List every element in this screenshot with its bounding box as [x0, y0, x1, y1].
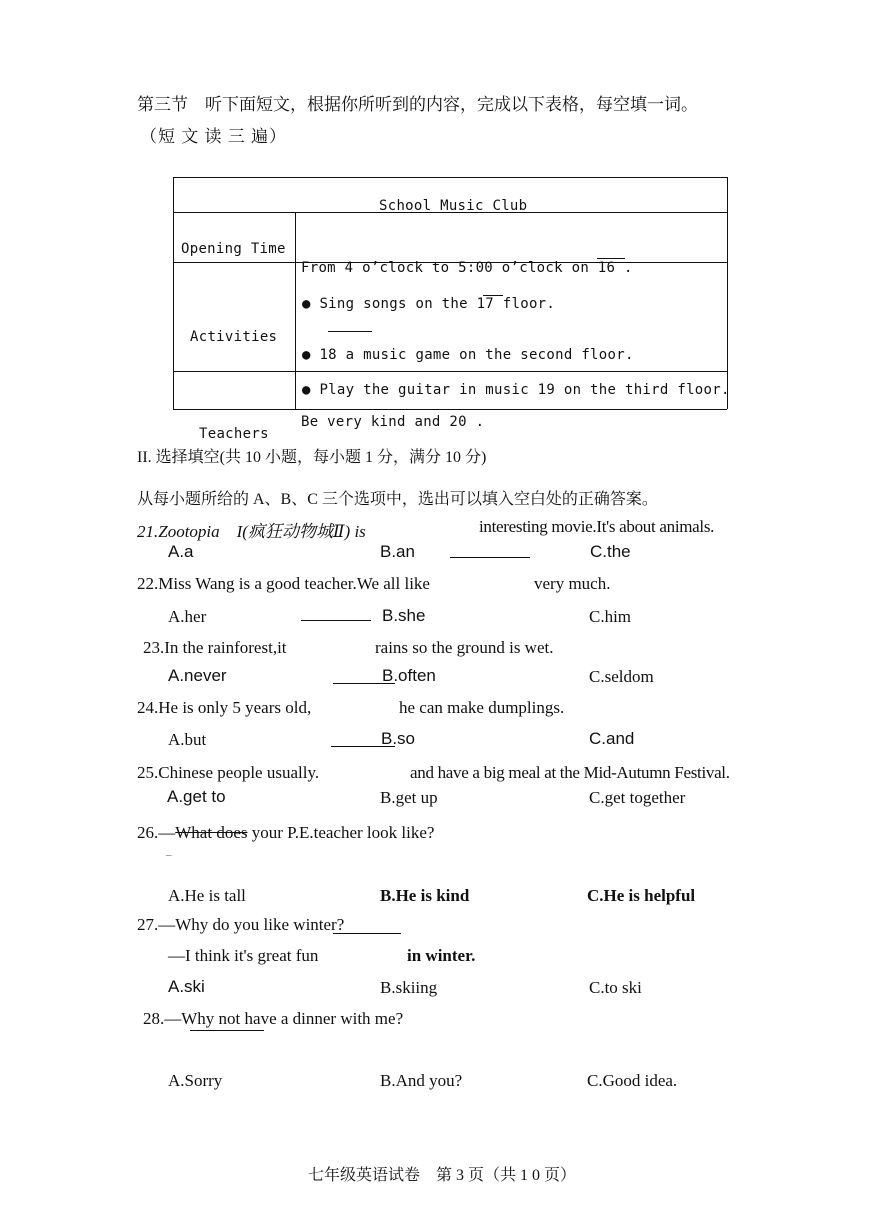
q23-stem-b: rains so the ground is wet.: [375, 638, 554, 657]
activity-2: ● 18 a music game on the second floor.: [302, 347, 634, 363]
q26-option-b: B.He is kind: [380, 886, 470, 905]
q21-stem-a: 21.Zootopia I(疯狂动物城Ⅱ) is: [137, 522, 366, 541]
q22-option-a: A.her: [168, 607, 207, 626]
q22-option-b: B.she: [382, 606, 426, 625]
section-note: （短 文 读 三 遍）: [140, 127, 287, 146]
q25-stem-b: and have a big meal at the Mid-Autumn Festival.: [410, 763, 730, 782]
part2-instruction: 从每小题所给的 A、B、C 三个选项中，选出可以填入空白处的正确答案。: [137, 491, 658, 508]
teachers-label: Teachers: [199, 426, 269, 442]
q21-option-b: B.an: [380, 542, 415, 561]
q24-stem-a: 24.He is only 5 years old,: [137, 698, 312, 717]
q23-option-b: B.often: [382, 666, 436, 685]
q26-stem-struck: What does: [175, 823, 248, 842]
section-heading: 第三节 听下面短文，根据你所听到的内容，完成以下表格，每空填一词。: [137, 95, 698, 114]
q24-option-b: B.so: [381, 729, 416, 748]
q26-stem-rest: your P.E.teacher look like?: [247, 823, 435, 842]
q26-option-c: C.He is helpful: [587, 886, 696, 905]
q27-option-a: A.ski: [168, 977, 205, 996]
q28-option-a: A.Sorry: [168, 1071, 223, 1090]
q26-stem: [137, 823, 434, 843]
q21-option-c: C.the: [590, 542, 631, 561]
q22-stem-a: 22.Miss Wang is a good teacher.We all like: [137, 574, 430, 593]
q27-option-b: B.skiing: [380, 978, 438, 997]
activity-1: ● Sing songs on the 17 floor.: [302, 296, 556, 312]
q25-option-a: A.get to: [167, 787, 226, 806]
table-title: School Music Club: [379, 198, 528, 214]
q23-stem-a: 23.In the rainforest,it: [143, 638, 287, 657]
q27-option-c: C.to ski: [589, 978, 642, 997]
q28-option-c: C.Good idea.: [587, 1071, 678, 1090]
q25-option-c: C.get together: [589, 788, 686, 807]
teachers-value: Be very kind and 20 .: [301, 414, 485, 430]
q22-option-c: C.him: [589, 607, 632, 626]
q25-option-b: B.get up: [380, 788, 438, 807]
q24-option-c: C.and: [589, 729, 635, 748]
q26-option-a: A.He is tall: [168, 886, 246, 905]
q25-stem-a: 25.Chinese people usually.: [137, 763, 320, 782]
q26-dash: –: [166, 849, 172, 861]
q21-stem-b: interesting movie.It's about animals.: [479, 517, 715, 536]
activities-label: Activities: [190, 329, 278, 345]
q28-stem: 28.—Why not have a dinner with me?: [143, 1009, 404, 1028]
q22-stem-b: very much.: [534, 574, 611, 593]
q24-stem-b: he can make dumplings.: [399, 698, 565, 717]
q27-stem: 27.—Why do you like winter?: [137, 915, 345, 934]
q27-reply-a: —I think it's great fun: [168, 946, 319, 965]
q28-option-b: B.And you?: [380, 1071, 463, 1090]
q24-option-a: A.but: [168, 730, 207, 749]
activity-3: ● Play the guitar in music 19 on the third floor.: [302, 382, 730, 398]
q23-option-a: A.never: [168, 666, 227, 685]
q23-option-c: C.seldom: [589, 667, 654, 686]
q21-option-a: A.a: [168, 542, 194, 561]
part2-heading: II. 选择填空(共 10 小题，每小题 1 分，满分 10 分): [137, 449, 487, 466]
q26-stem-prefix: 26.—: [137, 823, 176, 842]
page-footer: 七年级英语试卷 第 3 页（共 1 0 页）: [308, 1167, 577, 1184]
q27-reply-b: in winter.: [407, 946, 476, 965]
opening-time-value: From 4 o’clock to 5:00 o’clock on 16 .: [301, 260, 633, 276]
opening-time-label: Opening Time: [181, 241, 286, 257]
